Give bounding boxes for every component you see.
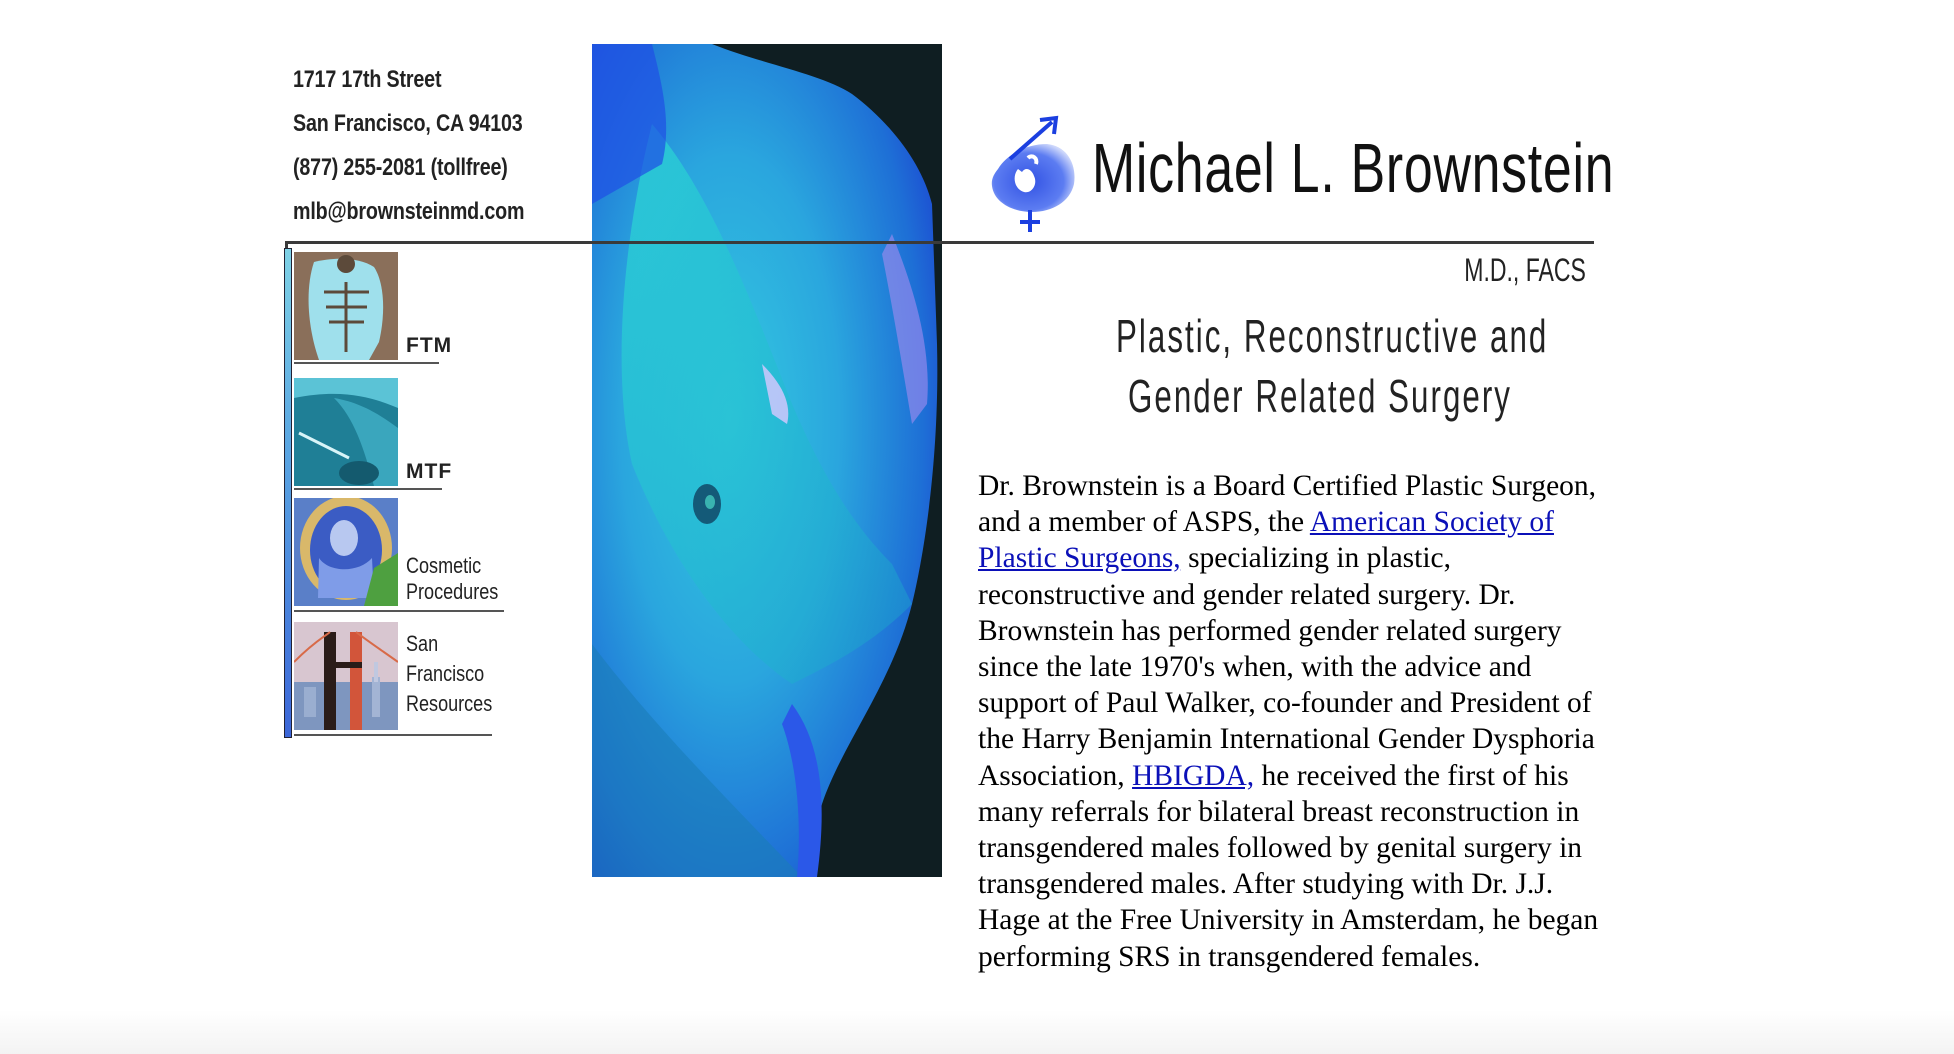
bio-text-3: he received the first of his many referrals for bilateral breast reconstruction in transgendered males followed by genital surgery in transgendered males. After studying with Dr. J.J. Hage at the Free University in Amsterdam, he began performing SRS in transgendered females. bbox=[978, 759, 1599, 973]
city-state-zip: San Francisco, CA 94103 bbox=[293, 110, 523, 137]
nav-label-mtf: MTF bbox=[406, 460, 453, 483]
ftm-thumbnail bbox=[294, 252, 398, 360]
nav-label-sf-line2: Francisco bbox=[406, 661, 485, 686]
phone-number: (877) 255-2081 (tollfree) bbox=[293, 154, 508, 181]
tagline-line-2: Gender Related Surgery bbox=[1128, 370, 1512, 422]
header-divider bbox=[285, 241, 1594, 244]
gender-symbol-logo-icon bbox=[982, 114, 1078, 234]
nav-item-underline bbox=[294, 734, 492, 736]
nav-item-underline bbox=[294, 488, 442, 490]
mtf-thumbnail bbox=[294, 378, 398, 486]
nav-item-mtf[interactable] bbox=[294, 378, 544, 498]
bio-text-1: Dr. Brownstein is a Board Certified Plastic Surgeon, and a member of ASPS, the bbox=[978, 470, 1597, 539]
torso-image bbox=[592, 44, 942, 877]
tagline-line-1: Plastic, Reconstructive and bbox=[1116, 310, 1549, 362]
bio-text-2: specializing in plastic, reconstructive and gender related surgery. Dr. Brownstein has performed gender related surgery since the late 1970's when, with the advice and support of Paul Walker, co-founder and President of the Harry Benjamin International Gender Dysphoria Association, bbox=[978, 542, 1595, 792]
golden-gate-thumbnail bbox=[294, 622, 398, 730]
nav-label-ftm: FTM bbox=[406, 334, 453, 357]
nav-item-underline bbox=[294, 610, 504, 612]
doctor-name: Michael L. Brownstein bbox=[1092, 129, 1615, 207]
contact-block bbox=[293, 58, 575, 234]
nav-item-cosmetic-procedures[interactable] bbox=[294, 498, 544, 622]
nav-item-san-francisco-resources[interactable] bbox=[294, 622, 544, 740]
street-address: 1717 17th Street bbox=[293, 66, 442, 93]
nav-label-sf-line3: Resources bbox=[406, 691, 493, 716]
nav-label-cosmetic-line2: Procedures bbox=[406, 579, 499, 604]
nav-item-ftm[interactable] bbox=[294, 252, 544, 372]
nav-accent-bar bbox=[284, 248, 292, 738]
cosmetic-thumbnail bbox=[294, 498, 398, 606]
nav-label-cosmetic-line1: Cosmetic bbox=[406, 553, 482, 578]
asps-link[interactable]: American Society of Plastic Surgeons, bbox=[978, 506, 1554, 575]
practice-tagline bbox=[1020, 306, 1620, 426]
hbigda-link[interactable]: HBIGDA, bbox=[1132, 759, 1255, 792]
credentials: M.D., FACS bbox=[1464, 252, 1586, 288]
bio-paragraph bbox=[978, 468, 1618, 975]
nav-item-underline bbox=[294, 362, 439, 364]
hero-photo bbox=[592, 44, 942, 877]
nav-label-sf-line1: San bbox=[406, 631, 439, 656]
email-address: mlb@brownsteinmd.com bbox=[293, 198, 525, 225]
